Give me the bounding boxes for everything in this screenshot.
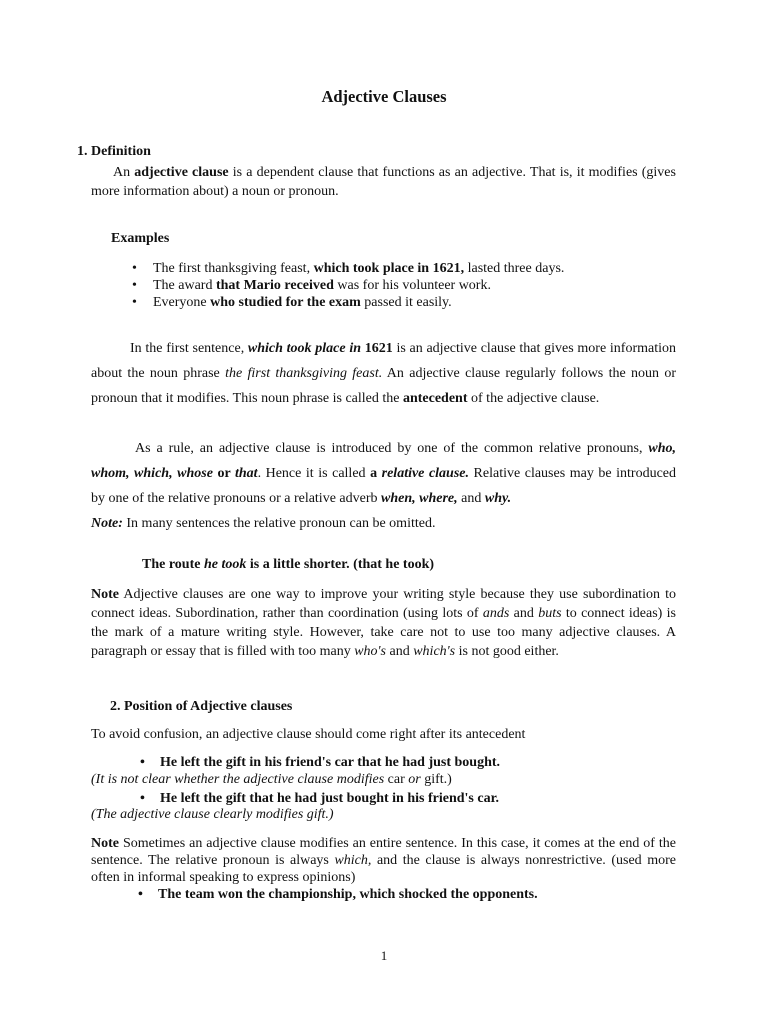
- note-label: Note:: [91, 516, 123, 531]
- list-item: • The team won the championship, which shocked the opponents.: [138, 887, 538, 902]
- example-sentence-route: The route he took is a little shorter. (that he took): [142, 557, 435, 572]
- style-note-paragraph: Note Adjective clauses are one way to improve your writing style because they use subordination to connect ideas. Subordination, rather than coordination (using lots of ands and buts to connect ideas) is the mark of a mature writing style. However, take care not to use too many adjective clauses. A paragraph or essay that is filled with too many who's and which's is not good either.: [91, 587, 677, 659]
- examples-heading: Examples: [111, 231, 170, 246]
- page-title: Adjective Clauses: [321, 87, 447, 106]
- clarification-note: (The adjective clause clearly modifies gift.): [91, 807, 334, 822]
- section-heading-position: 2. Position of Adjective clauses: [110, 699, 293, 714]
- relative-pronoun-paragraph: As a rule, an adjective clause is introduced by one of the common relative pronouns, who, whom, which, whose or that. Hence it is called a relative clause. Relative clauses may be introduced by one of the relative pronouns or a relative adverb when, where, and why. Note: In many sentences the relative pronoun can be omitted.: [91, 441, 676, 531]
- section-heading-definition: 1. Definition: [77, 144, 151, 159]
- note-label: Note: [91, 587, 119, 602]
- note-label: Note: [91, 836, 119, 851]
- examples-list: [132, 260, 692, 311]
- page-number: 1: [380, 948, 388, 963]
- list-item: • The first thanksgiving feast, which took place in 1621, lasted three days.: [132, 260, 692, 277]
- list-item: • He left the gift in his friend's car that he had just bought.: [140, 755, 501, 770]
- position-intro: To avoid confusion, an adjective clause should come right after its antecedent: [91, 727, 526, 742]
- explanation-paragraph: In the first sentence, which took place in 1621 is an adjective clause that gives more information about the noun phrase the first thanksgiving feast. An adjective clause regularly follows the noun or pronoun that it modifies. This noun phrase is called the antecedent of the adjective clause.: [91, 341, 677, 406]
- definition-paragraph: An adjective clause is a dependent clause that functions as an adjective. That is, it modifies (gives more information about) a noun or pronoun.: [91, 165, 676, 199]
- list-item: • Everyone who studied for the exam passed it easily.: [132, 294, 692, 311]
- clarification-note: (It is not clear whether the adjective clause modifies car or gift.): [91, 772, 452, 787]
- list-item: • He left the gift that he had just bought in his friend's car.: [140, 791, 500, 806]
- sentence-modifier-note: Note Sometimes an adjective clause modifies an entire sentence. In this case, it comes at the end of the sentence. The relative pronoun is always which, and the clause is always nonrestrictive. (used more often in informal speaking to express opinions): [91, 836, 676, 885]
- list-item: • The award that Mario received was for his volunteer work.: [132, 277, 692, 294]
